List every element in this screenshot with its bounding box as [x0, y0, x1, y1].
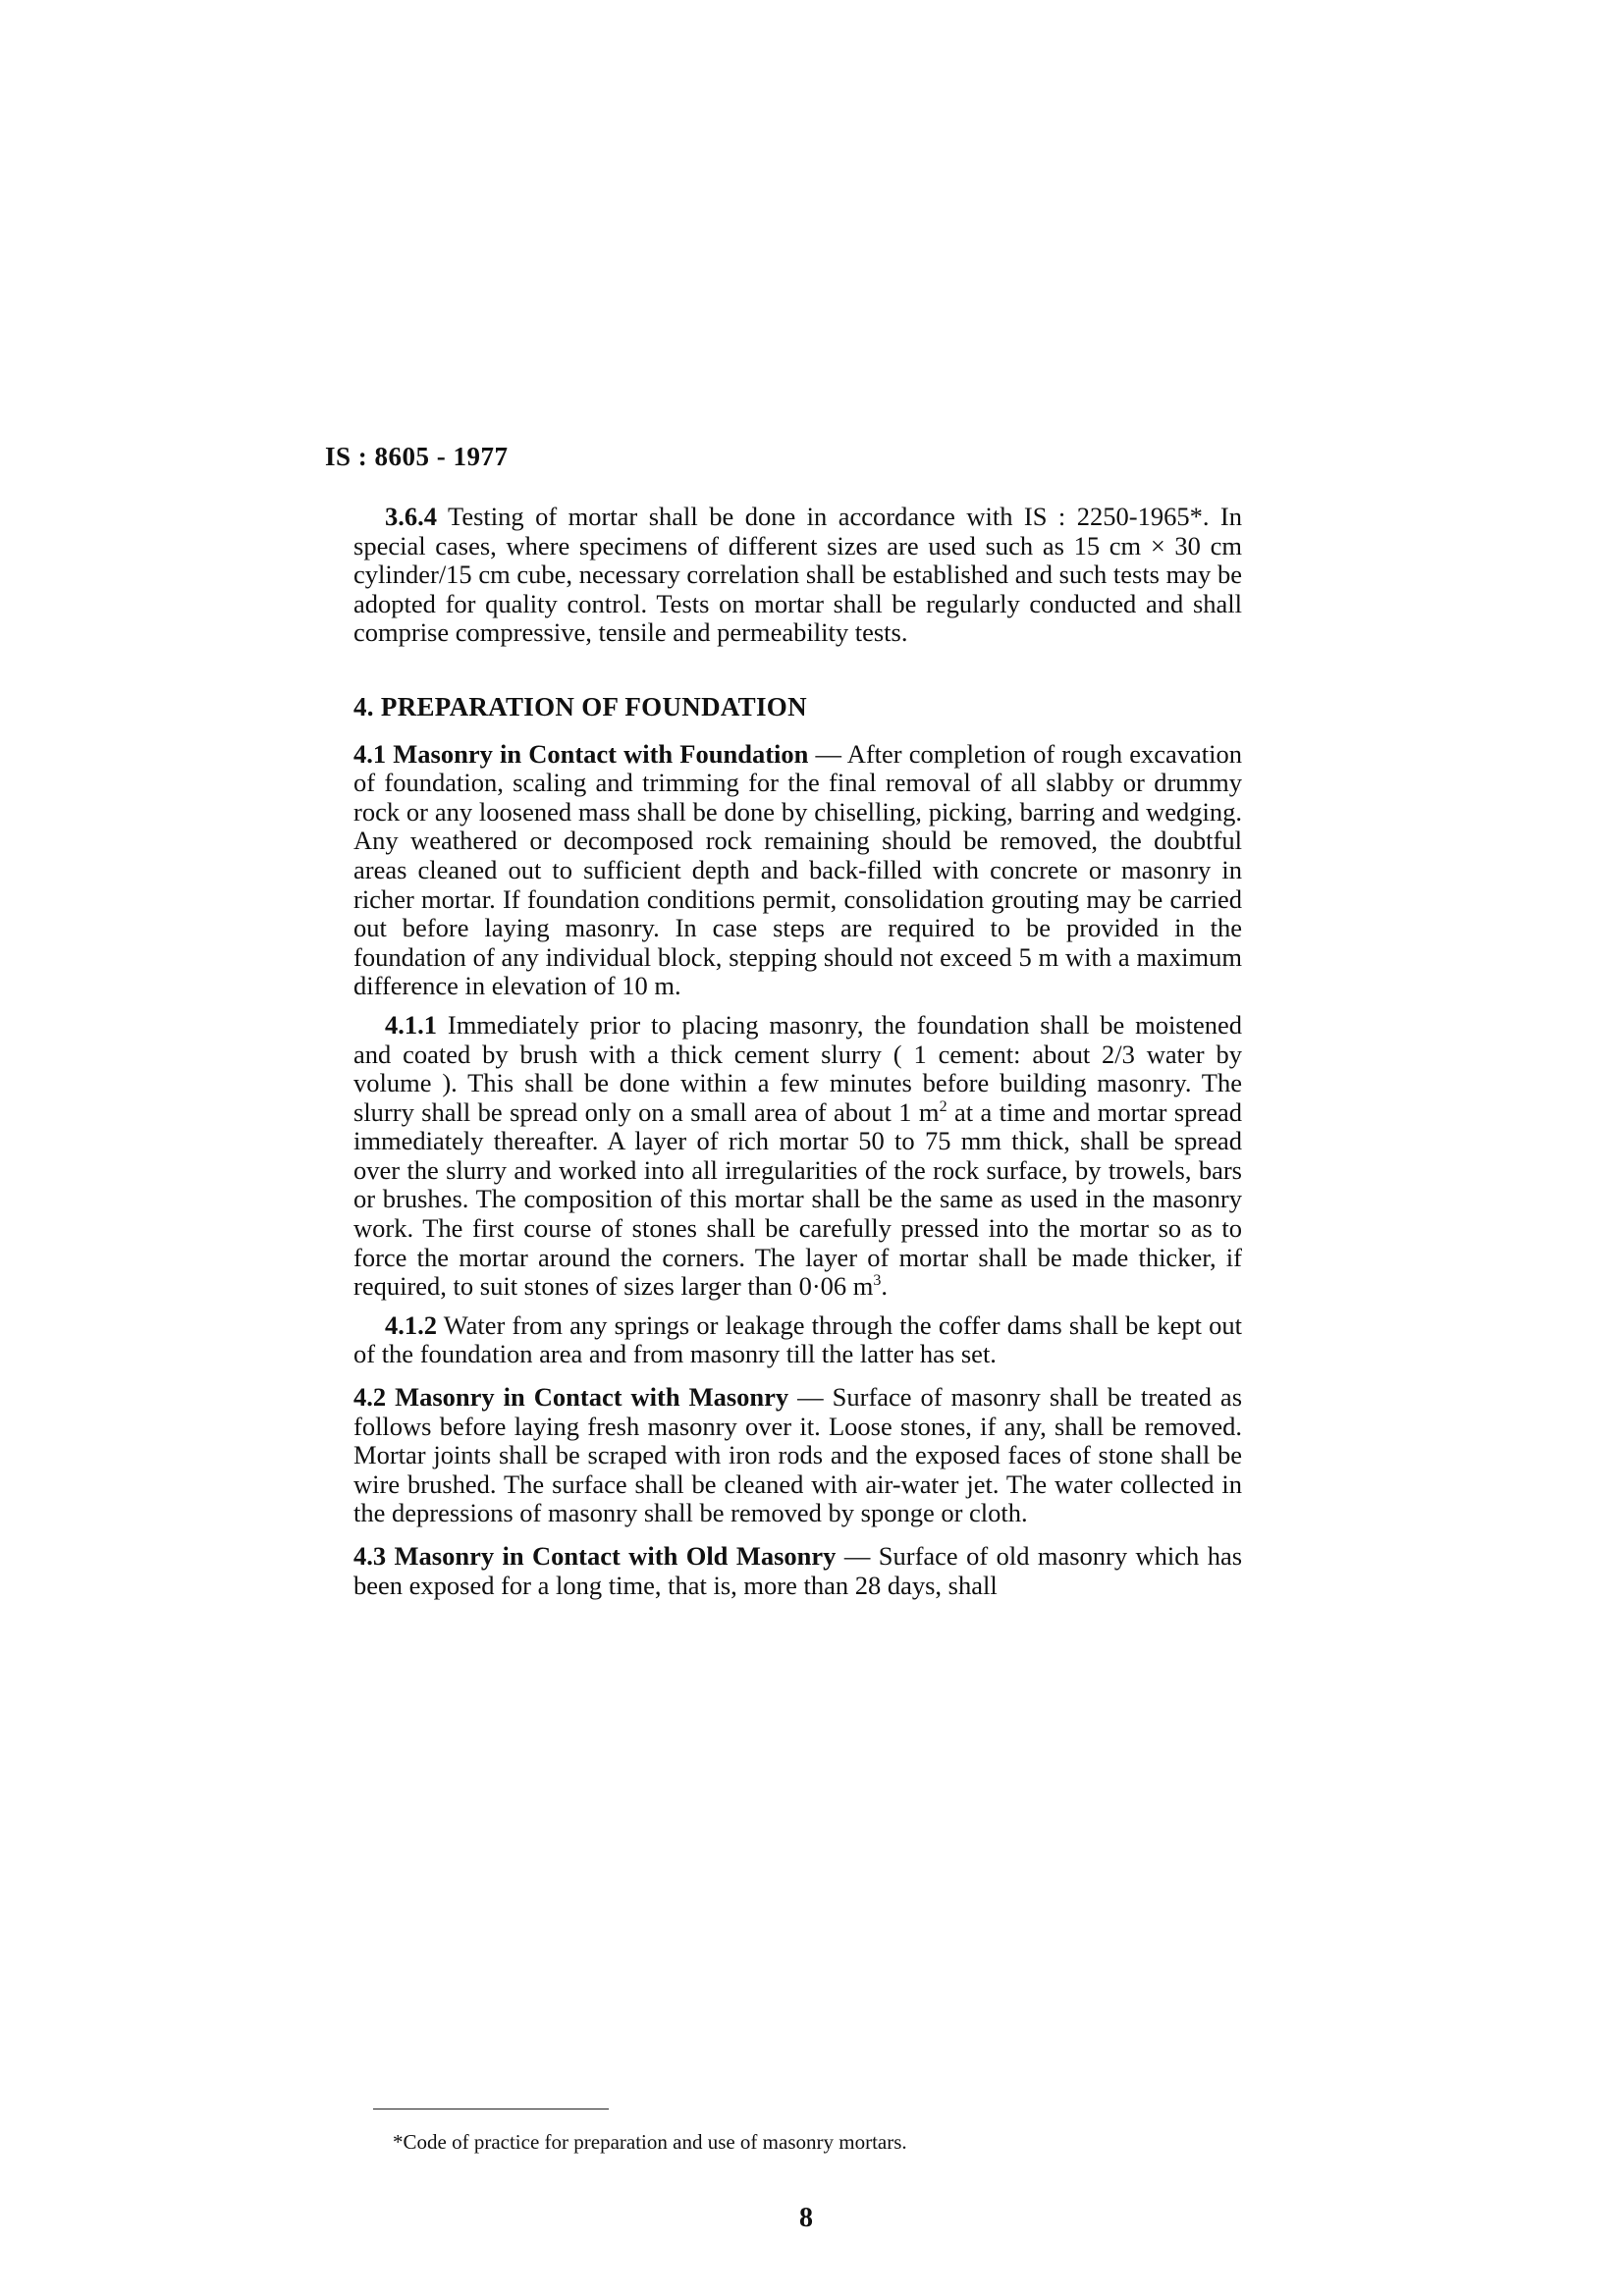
clause-4-1-2	[353, 1311, 1242, 1369]
clause-3-6-4	[353, 503, 1242, 648]
clause-text-part-b: at a time and mortar spread immediately thereafter. A layer of rich mortar 50 to 75 mm thick, shall be spread over the slurry and worked into all irregularities of the rock surface, by trowels, bars or brushes. The composition of this mortar shall be the same as used in the masonry work. The first course of stones shall be carefully pressed into the mortar so as to force the mortar around the corners. The layer of mortar shall be made thicker, if required, to suit stones of sizes larger than 0·06 m	[353, 1096, 1243, 1302]
document-body	[353, 503, 1242, 1600]
clause-title: Masonry in Contact with Masonry	[395, 1382, 789, 1413]
clause-number: 4.1.2	[385, 1309, 437, 1340]
superscript-three: 3	[873, 1272, 882, 1290]
clause-number: 4.3	[353, 1541, 387, 1571]
em-dash: —	[843, 1541, 871, 1571]
section-heading: 4. PREPARATION OF FOUNDATION	[353, 691, 807, 721]
superscript-two: 2	[939, 1097, 947, 1115]
clause-number: 4.1	[353, 738, 387, 769]
clause-title: Masonry in Contact with Foundation	[393, 738, 809, 769]
clause-text-part-a: Immediately prior to placing masonry, the foundation shall be moistened and coated by brush with a thick cement slurry ( 1 cement: about 2/3 water by volume ). This shall be done within a few minutes before building masonry. The slurry shall be spread only on a small area of about 1 m	[353, 1009, 1243, 1127]
footnote: *Code of practice for preparation and use of masonry mortars.	[393, 2130, 907, 2154]
clause-text: Surface of old masonry which has been exposed for a long time, that is, more than 28 days, shall	[353, 1541, 1243, 1600]
clause-4-1-1	[353, 1011, 1242, 1302]
clause-text: Water from any springs or leakage through the coffer dams shall be kept out of the foundation area and from masonry till the latter has set.	[353, 1309, 1242, 1369]
clause-4-1	[353, 740, 1242, 1001]
clause-number: 4.1.1	[385, 1009, 437, 1040]
page-number: 8	[799, 2203, 813, 2233]
clause-4-3	[353, 1542, 1242, 1600]
clause-text: Surface of masonry shall be treated as follows before laying fresh masonry over it. Loose stones, if any, shall be removed. Mortar joints shall be scraped with iron rods and the exposed faces of stone shall be wire brushed. The surface shall be cleaned with air-water jet. The water collected in the depressions of masonry shall be removed by sponge or cloth.	[353, 1382, 1243, 1528]
em-dash: —	[797, 1382, 824, 1413]
clause-4-2	[353, 1383, 1242, 1528]
clause-number: 3.6.4	[385, 502, 437, 531]
clause-text-part-c: .	[881, 1271, 889, 1302]
clause-number: 4.2	[353, 1382, 387, 1413]
em-dash: —	[815, 738, 842, 769]
clause-title: Masonry in Contact with Old Masonry	[394, 1541, 837, 1571]
standard-code-header: IS : 8605 - 1977	[325, 442, 509, 471]
clause-text: Testing of mortar shall be done in accordance with IS : 2250-1965*. In special cases, where specimens of different sizes are used such as 15 cm × 30 cm cylinder/15 cm cube, necessary correlation shall be established and such tests may be adopted for quality control. Tests on mortar shall be regularly conducted and shall comprise compressive, tensile and permeability tests.	[353, 502, 1242, 648]
clause-text: After completion of rough excavation of foundation, scaling and trimming for the final removal of all slabby or drummy rock or any loosened mass shall be done by chiselling, picking, barring and wedging. Any weathered or decomposed rock remaining should be removed, the doubtful areas cleaned out to sufficient depth and back-filled with concrete or masonry in richer mortar. If foundation conditions permit, consolidation grouting may be carried out before laying masonry. In case steps are required to be provided in the foundation of any individual block, stepping should not exceed 5 m with a maximum difference in elevation of 10 m.	[353, 738, 1243, 1001]
